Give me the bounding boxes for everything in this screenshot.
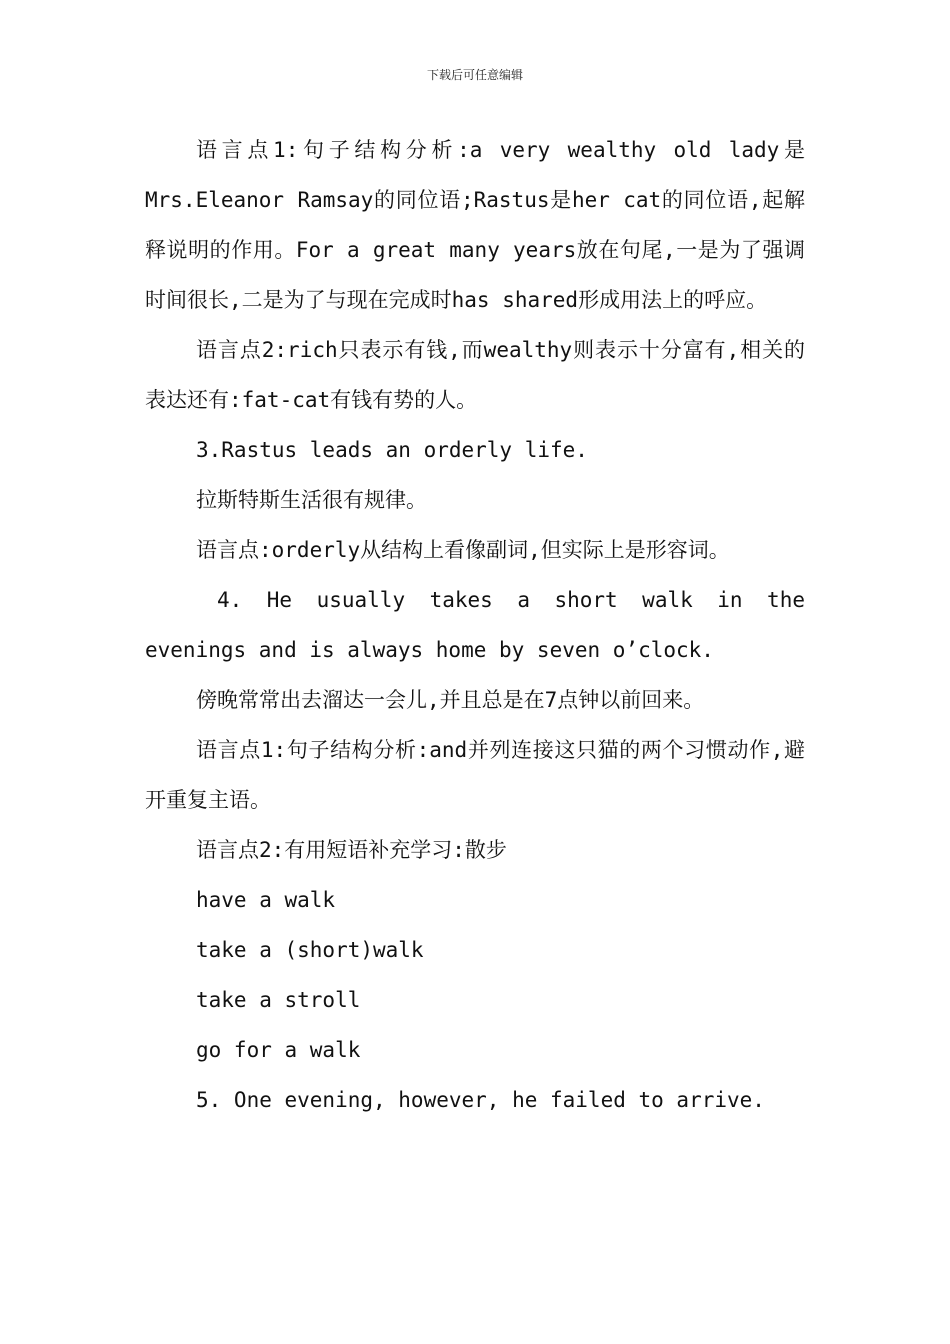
paragraph-language-point-1: 语言点1:句子结构分析:a very wealthy old lady是Mrs.Eleanor Ramsay的同位语;Rastus是her cat的同位语,起解释说明的作用。For a great many years放在句尾,一是为了强调时间很长,二是为了与现在完成时has shared形成用法上的呼应。 — [145, 138, 806, 312]
phrase-item: take a stroll — [196, 988, 361, 1012]
phrase-item: have a walk — [196, 888, 336, 912]
paragraph-sentence-5: 5. One evening, however, he failed to arrive. — [196, 1088, 765, 1112]
paragraph-language-point-structure: 语言点1:句子结构分析:and并列连接这只猫的两个习惯动作,避开重复主语。 — [145, 738, 805, 812]
document-body — [145, 125, 805, 1125]
paragraph-language-point-phrases: 语言点2:有用短语补充学习:散步 — [196, 838, 507, 862]
phrase-item: take a (short)walk — [196, 938, 424, 962]
paragraph-language-point-orderly: 语言点:orderly从结构上看像副词,但实际上是形容词。 — [196, 538, 730, 562]
paragraph-translation-3: 拉斯特斯生活很有规律。 — [196, 488, 427, 512]
paragraph-sentence-4: 4. He usually takes a short walk in the evenings and is always home by seven o’clock. — [145, 588, 805, 662]
paragraph-translation-4: 傍晚常常出去溜达一会儿,并且总是在7点钟以前回来。 — [196, 688, 705, 712]
page-header: 下载后可任意编辑 — [426, 68, 523, 82]
paragraph-language-point-2: 语言点2:rich只表示有钱,而wealthy则表示十分富有,相关的表达还有:fat-cat有钱有势的人。 — [145, 338, 805, 412]
phrase-item: go for a walk — [196, 1038, 361, 1062]
paragraph-sentence-3: 3.Rastus leads an orderly life. — [196, 438, 588, 462]
